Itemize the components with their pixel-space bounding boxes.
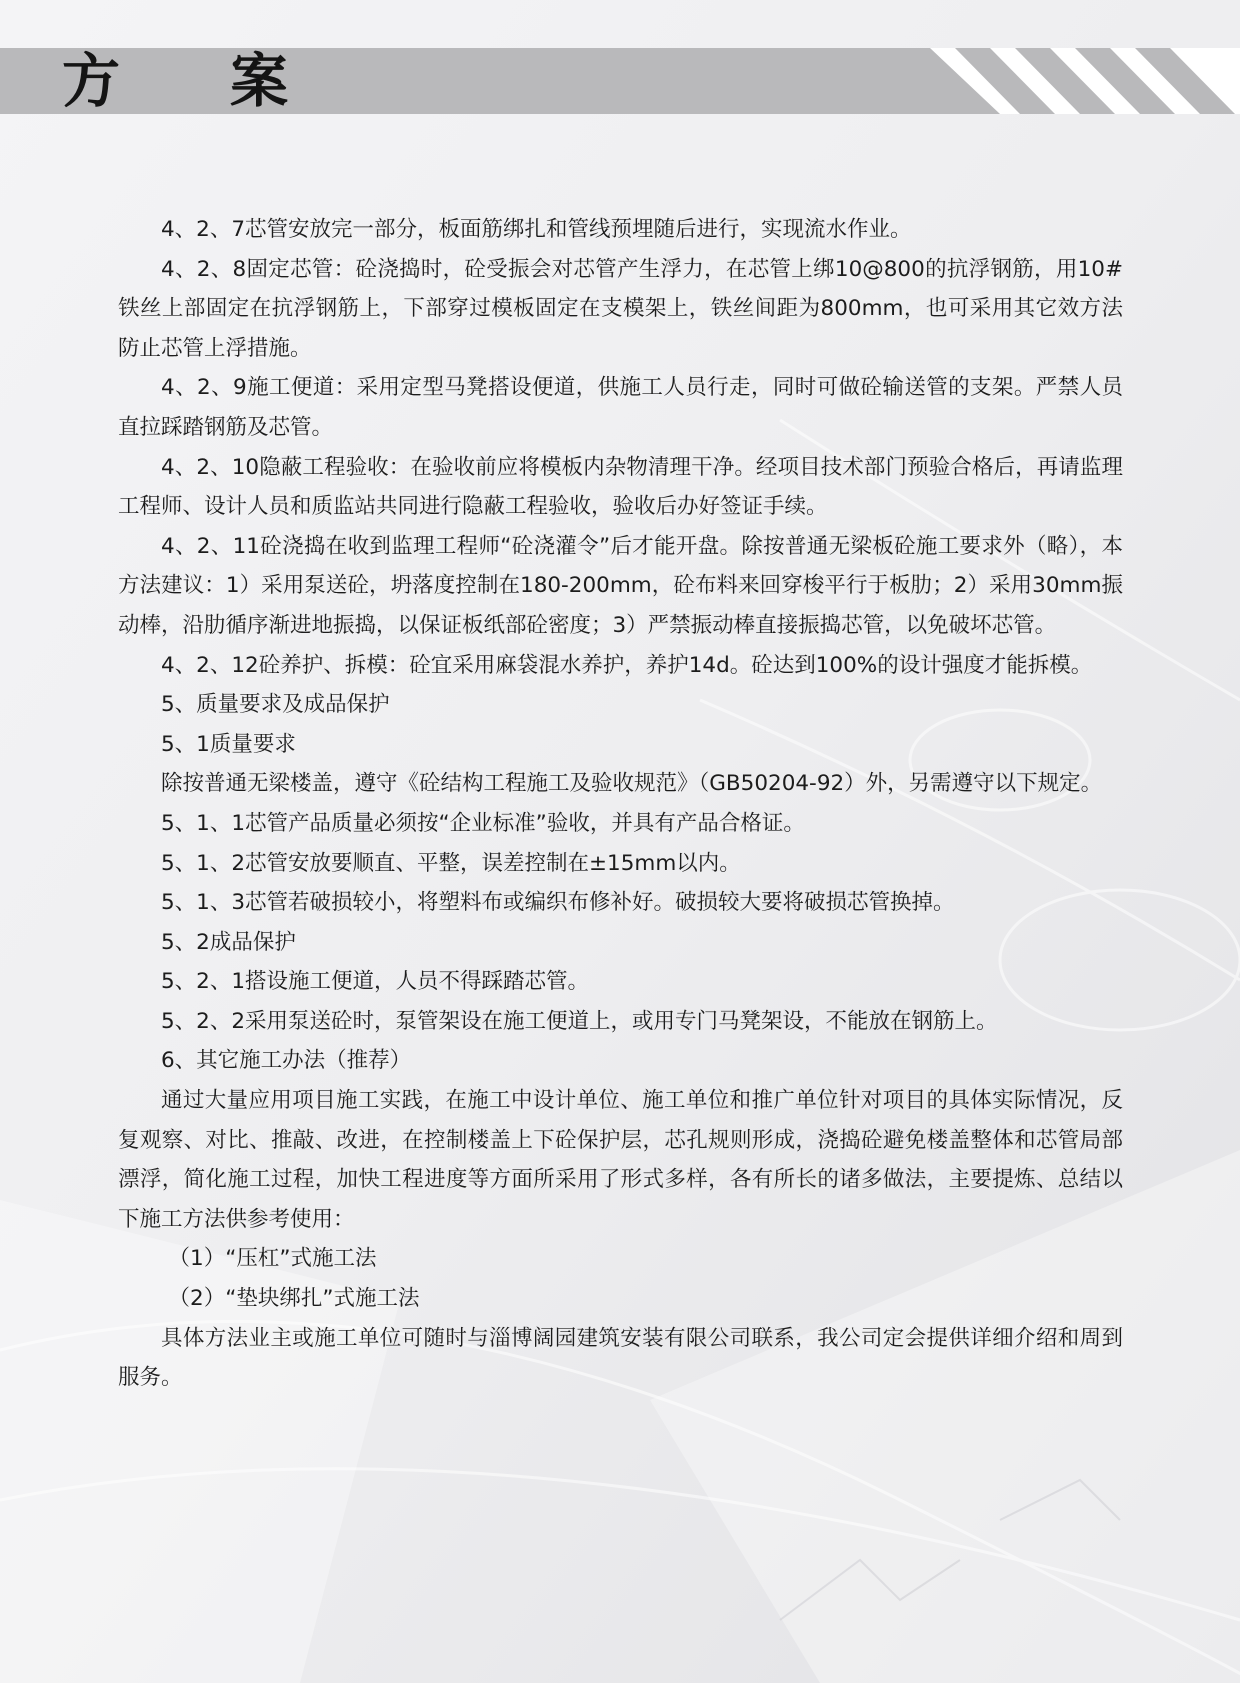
list-item: 5、1、3芯管若破损较小，将塑料布或编织布修补好。破损较大要将破损芯管换掉。 bbox=[161, 890, 955, 916]
paragraph: 4、2、9施工便道：采用定型马凳搭设便道，供施工人员行走，同时可做砼输送管的支架。严禁人员直拉踩踏钢筋及芯管。 bbox=[118, 375, 1123, 440]
paragraph: 4、2、8固定芯管：砼浇捣时，砼受振会对芯管产生浮力，在芯管上绑10@800的抗浮钢筋，用10#铁丝上部固定在抗浮钢筋上，下部穿过模板固定在支模架上，铁丝间距为800mm，也可采用其它效方法防止芯管上浮措施。 bbox=[118, 256, 1123, 361]
list-item: 5、2、1搭设施工便道，人员不得踩踏芯管。 bbox=[161, 969, 590, 995]
paragraph: 除按普通无梁楼盖，遵守《砼结构工程施工及验收规范》（GB50204-92）外，另需遵守以下规定。 bbox=[161, 771, 1103, 797]
page-title-char-2: 案 bbox=[230, 47, 289, 115]
list-item: 5、1、1芯管产品质量必须按“企业标准”验收，并具有产品合格证。 bbox=[161, 810, 805, 836]
section-heading: 5、1质量要求 bbox=[161, 731, 296, 757]
list-item: 5、2、2采用泵送砼时，泵管架设在施工便道上，或用专门马凳架设，不能放在钢筋上。 bbox=[161, 1008, 998, 1034]
paragraph: 4、2、10隐蔽工程验收：在验收前应将模板内杂物清理干净。经项目技术部门预验合格后，再请监理工程师、设计人员和质监站共同进行隐蔽工程验收，验收后办好签证手续。 bbox=[118, 454, 1123, 520]
section-heading: 5、2成品保护 bbox=[161, 929, 296, 955]
paragraph: 4、2、11砼浇捣在收到监理工程师“砼浇灌令”后才能开盘。除按普通无梁板砼施工要求外（略），本方法建议：1）采用泵送砼，坍落度控制在180-200mm，砼布料来回穿梭平行于板肋；2）采用30mm振动棒，沿肋循序渐进地振捣，以保证板纸部砼密度；3）严禁振动棒直接振捣芯管，以免破坏芯管。 bbox=[118, 533, 1123, 638]
paragraph: 具体方法业主或施工单位可随时与淄博阔园建筑安装有限公司联系，我公司定会提供详细介绍和周到服务。 bbox=[118, 1325, 1123, 1391]
list-item: 5、1、2芯管安放要顺直、平整，误差控制在±15mm以内。 bbox=[161, 850, 741, 876]
document-body bbox=[118, 210, 1123, 1398]
paragraph: 4、2、12砼养护、拆模：砼宜采用麻袋混水养护，养护14d。砼达到100%的设计强度才能拆模。 bbox=[161, 652, 1093, 678]
section-heading: 6、其它施工办法（推荐） bbox=[161, 1048, 412, 1074]
list-item: （2）“垫块绑扎”式施工法 bbox=[168, 1286, 420, 1312]
list-item: （1）“压杠”式施工法 bbox=[168, 1246, 377, 1272]
paragraph: 通过大量应用项目施工实践，在施工中设计单位、施工单位和推广单位针对项目的具体实际情况，反复观察、对比、推敲、改进，在控制楼盖上下砼保护层，芯孔规则形成，浇捣砼避免楼盖整体和芯管局部漂浮，简化施工过程，加快工程进度等方面所采用了形式多样，各有所长的诸多做法，主要提炼、总结以下施工方法供参考使用： bbox=[118, 1088, 1123, 1232]
page-title bbox=[62, 48, 288, 114]
section-heading: 5、质量要求及成品保护 bbox=[161, 692, 390, 718]
paragraph: 4、2、7芯管安放完一部分，板面筋绑扎和管线预埋随后进行，实现流水作业。 bbox=[161, 217, 912, 242]
page-title-char-1: 方 bbox=[62, 47, 121, 115]
